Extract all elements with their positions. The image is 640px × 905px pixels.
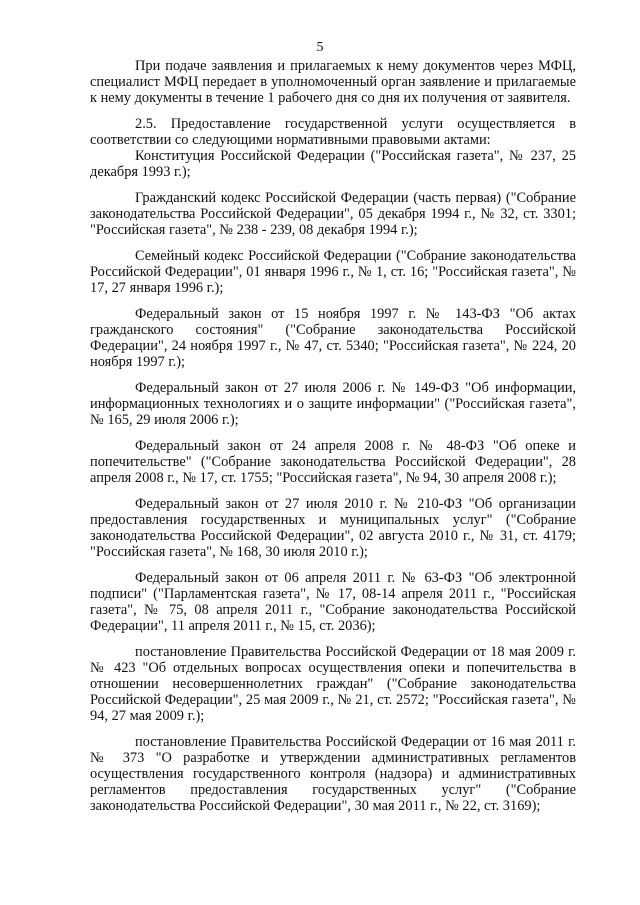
paragraph-civil-code: Гражданский кодекс Российской Федерации (часть первая) ("Собрание законодательства Российской Федерации", 05 декабря 1994 г., № 32, ст. 3301; "Российская газета", № 238 - 239, 08 декабря 1994 г.); [90,190,576,238]
paragraph-family-code: Семейный кодекс Российской Федерации ("Собрание законодательства Российской Федерации", 01 января 1996 г., № 1, ст. 16; "Российская газета", № 17, 27 января 1996 г.); [90,248,576,296]
document-body [90,58,576,814]
paragraph-law-143-fz: Федеральный закон от 15 ноября 1997 г. № 143-ФЗ "Об актах гражданского состояния" ("Собрание законодательства Российской Федерации", 24 ноября 1997 г., № 47, ст. 5340; "Российская газета", № 224, 20 ноября 1997 г.); [90,306,576,370]
paragraph-law-149-fz: Федеральный закон от 27 июля 2006 г. № 149-ФЗ "Об информации, информационных технологиях и о защите информации" ("Российская газета", № 165, 29 июля 2006 г.); [90,380,576,428]
paragraph-law-210-fz: Федеральный закон от 27 июля 2010 г. № 210-ФЗ "Об организации предоставления государственных и муниципальных услуг" ("Собрание законодательства Российской Федерации", 02 августа 2010 г., № 31, ст. 4179; "Российская газета", № 168, 30 июля 2010 г.); [90,496,576,560]
paragraph-mfc-transfer: При подаче заявления и прилагаемых к нему документов через МФЦ, специалист МФЦ передает в уполномоченный орган заявление и прилагаемые к нему документы в течение 1 рабочего дня со дня их получения от заявителя. [90,58,576,106]
paragraph-constitution: Конституция Российской Федерации ("Российская газета", № 237, 25 декабря 1993 г.); [90,148,576,180]
paragraph-law-48-fz: Федеральный закон от 24 апреля 2008 г. № 48-ФЗ "Об опеке и попечительстве" ("Собрание законодательства Российской Федерации", 28 апреля 2008 г., № 17, ст. 1755; "Российская газета", № 94, 30 апреля 2008 г.); [90,438,576,486]
paragraph-law-63-fz: Федеральный закон от 06 апреля 2011 г. № 63-ФЗ "Об электронной подписи" ("Парламентская газета", № 17, 08-14 апреля 2011 г., "Российская газета", № 75, 08 апреля 2011 г., "Собрание законодательства Российской Федерации", 11 апреля 2011 г., № 15, ст. 2036); [90,570,576,634]
page-number: 5 [316,40,324,55]
paragraph-legal-basis-intro: 2.5. Предоставление государственной услуги осуществляется в соответствии со следующими нормативными правовыми актами: [90,116,576,148]
paragraph-resolution-373: постановление Правительства Российской Федерации от 16 мая 2011 г. № 373 "О разработке и утверждении административных регламентов осуществления государственного контроля (надзора) и административных регламентов предоставления государственных услуг" ("Собрание законодательства Российской Федерации", 30 мая 2011 г., № 22, ст. 3169); [90,734,576,814]
paragraph-resolution-423: постановление Правительства Российской Федерации от 18 мая 2009 г. № 423 "Об отдельных вопросах осуществления опеки и попечительства в отношении несовершеннолетних граждан" ("Собрание законодательства Российской Федерации", 25 мая 2009 г., № 21, ст. 2572; "Российская газета", № 94, 27 мая 2009 г.); [90,644,576,724]
